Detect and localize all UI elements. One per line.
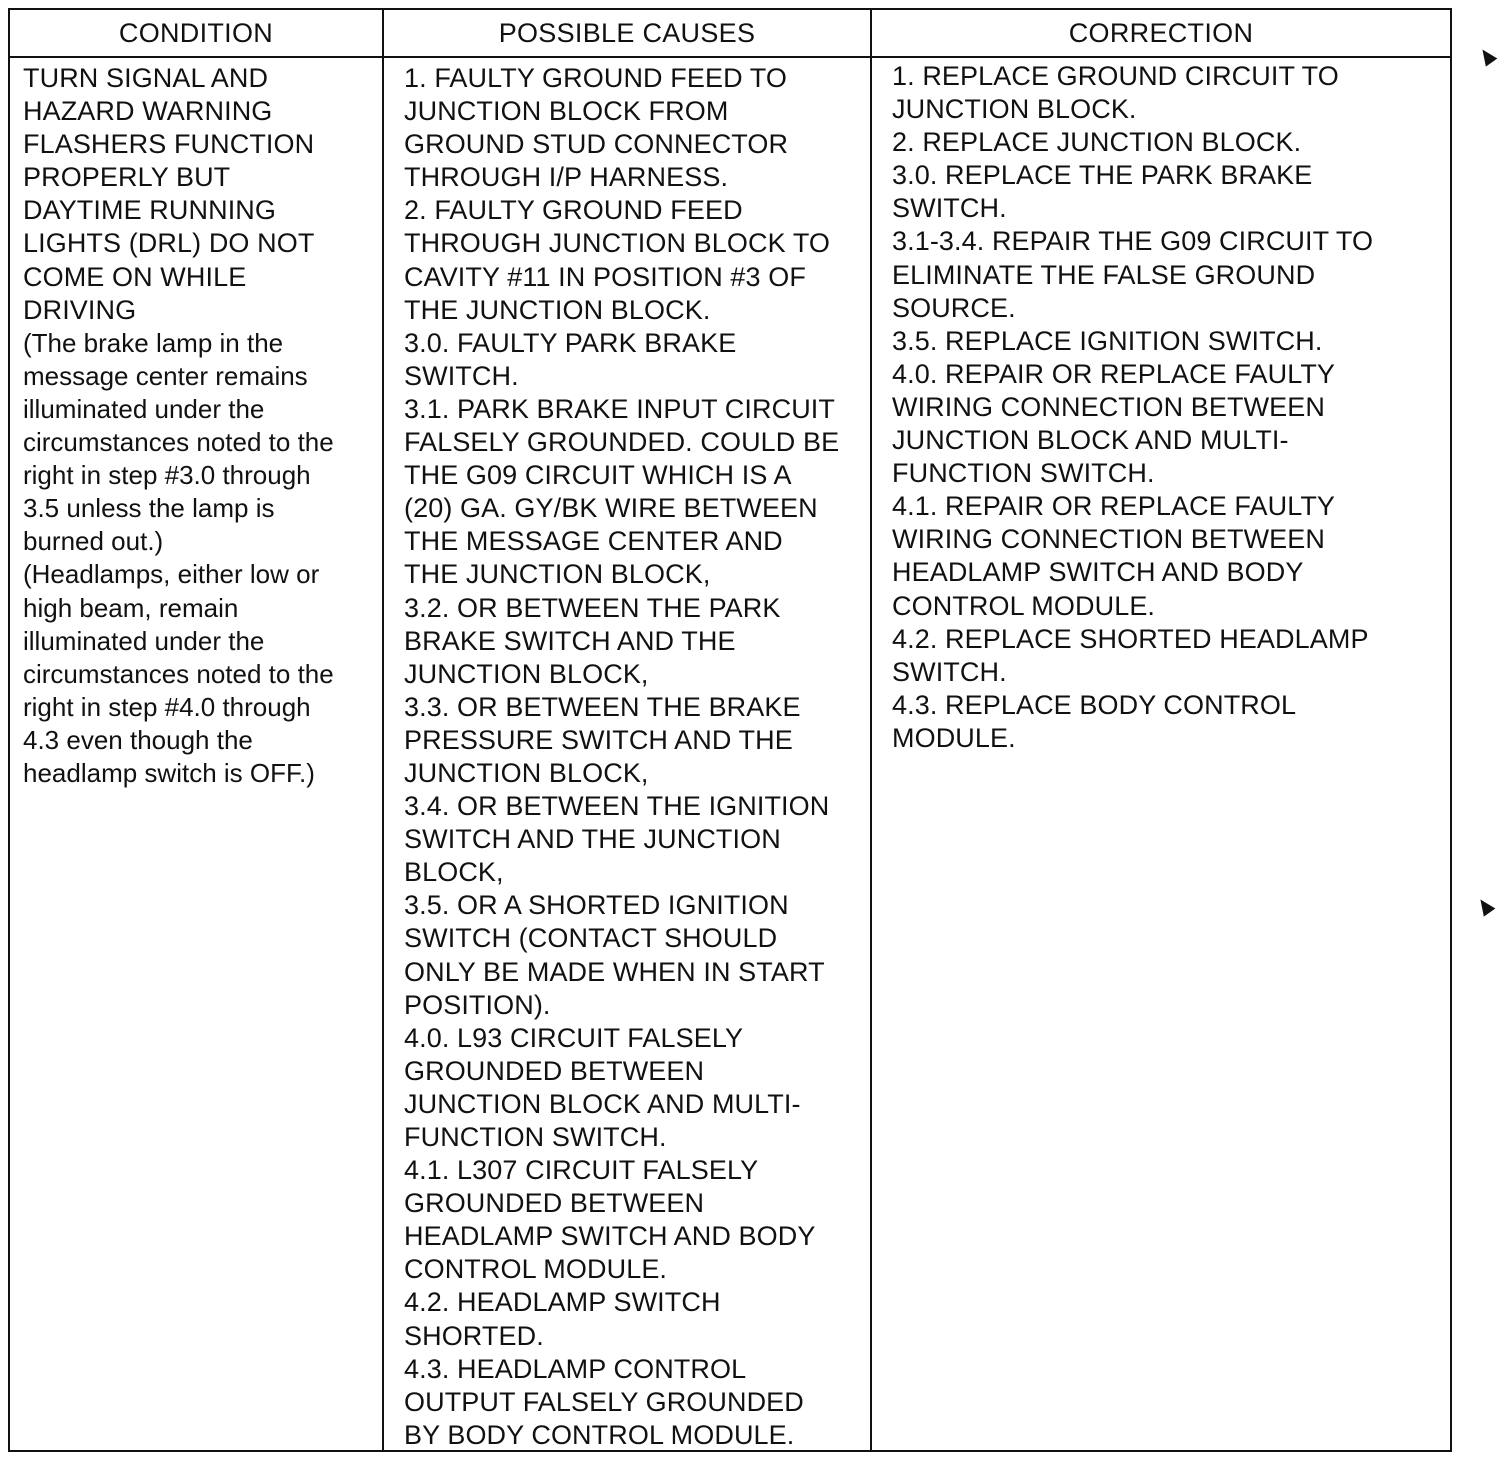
possible-causes-cell — [384, 58, 870, 1452]
diagnosis-table — [8, 8, 1452, 1452]
cause-line: GROUND STUD CONNECTOR — [404, 129, 789, 160]
cause-line: THE MESSAGE CENTER AND — [404, 526, 783, 557]
correction-line: 2. REPLACE JUNCTION BLOCK. — [892, 127, 1302, 158]
cause-line: 4.2. HEADLAMP SWITCH — [404, 1287, 721, 1318]
cause-line: 1. FAULTY GROUND FEED TO — [404, 63, 787, 93]
correction-line: 4.0. REPAIR OR REPLACE FAULTY — [892, 358, 1336, 389]
condition-line: LIGHTS (DRL) DO NOT — [23, 228, 315, 259]
condition-line: high beam, remain — [23, 592, 239, 623]
condition-line: COME ON WHILE — [23, 261, 247, 292]
cause-line: JUNCTION BLOCK, — [404, 757, 649, 788]
cause-line: HEADLAMP SWITCH AND BODY — [404, 1221, 816, 1252]
condition-line: burned out.) — [23, 526, 164, 557]
condition-line: TURN SIGNAL AND — [23, 63, 269, 93]
condition-cell — [10, 58, 382, 790]
cause-line: FUNCTION SWITCH. — [404, 1122, 667, 1152]
cause-line: 4.3. HEADLAMP CONTROL — [404, 1353, 747, 1384]
cause-line: 2. FAULTY GROUND FEED — [404, 195, 743, 226]
cause-line: JUNCTION BLOCK AND MULTI- — [404, 1088, 801, 1119]
condition-line: right in step #3.0 through — [23, 460, 311, 491]
cause-line: THE G09 CIRCUIT WHICH IS A — [404, 460, 792, 491]
cause-line: 3.3. OR BETWEEN THE BRAKE — [404, 691, 801, 722]
condition-line: DAYTIME RUNNING — [23, 195, 277, 226]
cause-line: 3.5. OR A SHORTED IGNITION — [404, 890, 789, 921]
correction-line: 3.0. REPLACE THE PARK BRAKE — [892, 160, 1313, 191]
condition-line: (Headlamps, either low or — [23, 559, 320, 590]
correction-line: 4.2. REPLACE SHORTED HEADLAMP — [892, 623, 1369, 654]
cause-line: OUTPUT FALSELY GROUNDED — [404, 1386, 804, 1417]
correction-line: MODULE. — [892, 722, 1016, 753]
correction-line: 3.5. REPLACE IGNITION SWITCH. — [892, 325, 1323, 356]
cause-line: PRESSURE SWITCH AND THE — [404, 724, 793, 755]
cause-line: GROUNDED BETWEEN — [404, 1188, 705, 1219]
correction-line: CONTROL MODULE. — [892, 590, 1156, 621]
cause-line: CAVITY #11 IN POSITION #3 OF — [404, 261, 806, 292]
cause-line: BY BODY CONTROL MODULE. — [404, 1419, 795, 1450]
correction-line: SWITCH. — [892, 193, 1007, 224]
possible-causes-column — [384, 10, 872, 1450]
correction-cell — [872, 58, 1450, 755]
margin-mark-icon — [1477, 45, 1498, 66]
correction-column — [872, 10, 1450, 1450]
correction-line: JUNCTION BLOCK AND MULTI- — [892, 425, 1289, 456]
correction-line: 4.1. REPAIR OR REPLACE FAULTY — [892, 491, 1336, 522]
condition-line: right in step #4.0 through — [23, 691, 311, 722]
cause-line: 3.4. OR BETWEEN THE IGNITION — [404, 791, 830, 822]
condition-line: 3.5 unless the lamp is — [23, 493, 275, 524]
condition-line: circumstances noted to the — [23, 427, 334, 458]
margin-mark-icon — [1475, 895, 1496, 916]
condition-header: CONDITION — [10, 10, 382, 58]
cause-line: THE JUNCTION BLOCK. — [404, 294, 711, 325]
cause-line: CONTROL MODULE. — [404, 1254, 668, 1285]
cause-line: THE JUNCTION BLOCK, — [404, 559, 711, 590]
condition-line: illuminated under the — [23, 625, 265, 656]
cause-line: SWITCH. — [404, 360, 519, 391]
cause-line: THROUGH I/P HARNESS. — [404, 162, 729, 193]
condition-line: illuminated under the — [23, 393, 265, 424]
cause-line: SHORTED. — [404, 1320, 544, 1351]
cause-line: SWITCH AND THE JUNCTION — [404, 824, 781, 855]
condition-line: 4.3 even though the — [23, 724, 253, 755]
correction-line: FUNCTION SWITCH. — [892, 458, 1155, 489]
cause-line: THROUGH JUNCTION BLOCK TO — [404, 228, 831, 259]
cause-line: JUNCTION BLOCK FROM — [404, 96, 729, 127]
correction-line: 1. REPLACE GROUND CIRCUIT TO — [892, 61, 1339, 91]
cause-line: SWITCH (CONTACT SHOULD — [404, 923, 778, 954]
correction-line: JUNCTION BLOCK. — [892, 94, 1137, 125]
cause-line: 4.0. L93 CIRCUIT FALSELY — [404, 1022, 744, 1053]
cause-line: ONLY BE MADE WHEN IN START — [404, 956, 825, 987]
cause-line: JUNCTION BLOCK, — [404, 658, 649, 689]
correction-line: 3.1-3.4. REPAIR THE G09 CIRCUIT TO — [892, 226, 1374, 257]
correction-line: SWITCH. — [892, 656, 1007, 687]
condition-line: message center remains — [23, 360, 308, 391]
cause-line: POSITION). — [404, 989, 551, 1020]
condition-line: (The brake lamp in the — [23, 327, 284, 358]
condition-line: FLASHERS FUNCTION — [23, 129, 315, 160]
condition-line: headlamp switch is OFF.) — [23, 757, 315, 788]
correction-line: HEADLAMP SWITCH AND BODY — [892, 557, 1304, 588]
cause-line: 3.1. PARK BRAKE INPUT CIRCUIT — [404, 393, 835, 424]
condition-line: PROPERLY BUT — [23, 162, 231, 193]
cause-line: BRAKE SWITCH AND THE — [404, 625, 736, 656]
cause-line: 3.2. OR BETWEEN THE PARK — [404, 592, 781, 623]
condition-line: circumstances noted to the — [23, 658, 334, 689]
correction-line: SOURCE. — [892, 292, 1016, 323]
correction-line: WIRING CONNECTION BETWEEN — [892, 524, 1325, 555]
cause-line: 4.1. L307 CIRCUIT FALSELY — [404, 1155, 759, 1186]
correction-line: 4.3. REPLACE BODY CONTROL — [892, 689, 1297, 720]
correction-line: ELIMINATE THE FALSE GROUND — [892, 259, 1316, 290]
cause-line: 3.0. FAULTY PARK BRAKE — [404, 327, 737, 358]
condition-line: DRIVING — [23, 294, 137, 325]
condition-column — [10, 10, 384, 1450]
correction-line: WIRING CONNECTION BETWEEN — [892, 391, 1325, 422]
cause-line: BLOCK, — [404, 857, 504, 888]
correction-header: CORRECTION — [872, 10, 1450, 58]
possible-causes-header: POSSIBLE CAUSES — [384, 10, 870, 58]
condition-line: HAZARD WARNING — [23, 96, 273, 127]
cause-line: FALSELY GROUNDED. COULD BE — [404, 427, 840, 458]
cause-line: GROUNDED BETWEEN — [404, 1055, 705, 1086]
cause-line: (20) GA. GY/BK WIRE BETWEEN — [404, 493, 818, 524]
